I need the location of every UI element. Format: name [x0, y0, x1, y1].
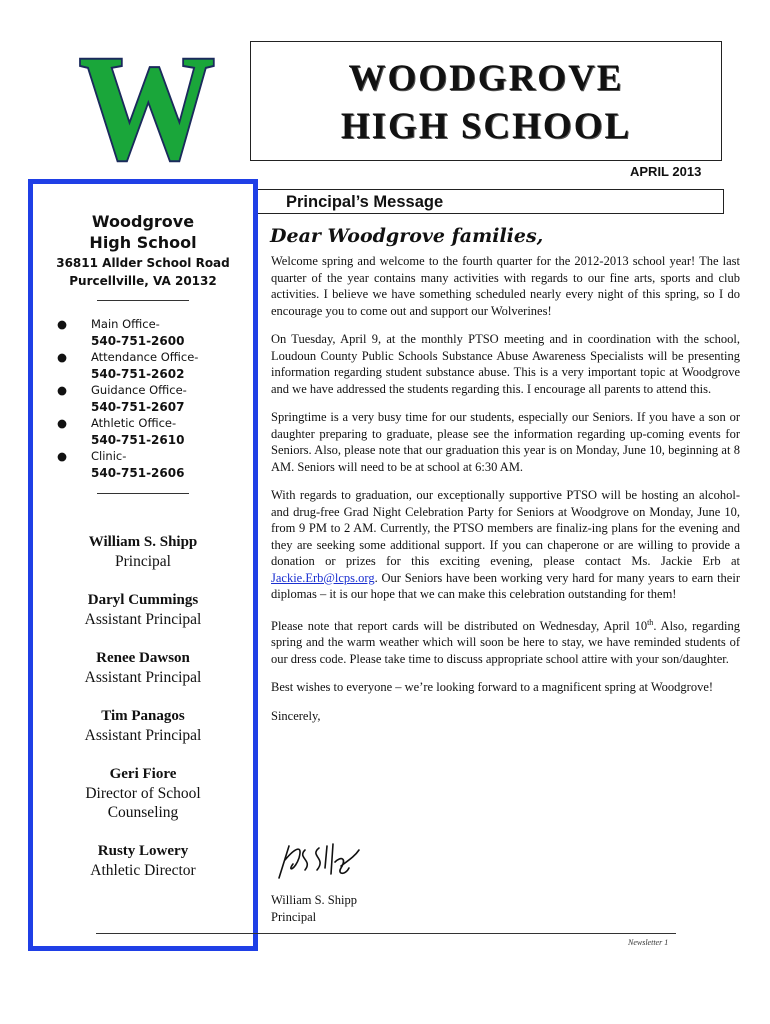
sidebar-school-name [33, 211, 253, 253]
phone-label: Main Office- [91, 317, 160, 331]
address-line-1: 36811 Allder School Road [56, 256, 230, 270]
signature-image [275, 838, 363, 882]
paragraph-text: . Also, regarding spring and the warm weather which will soon be here to stay, we have reminded students of our dress code. Please take time to discuss appropriate school attire with your son/daughter. [271, 618, 740, 666]
phone-number[interactable]: 540-751-2600 [91, 333, 185, 348]
paragraph-text: Please note that report cards will be distributed on Wednesday, April 10 [271, 618, 648, 633]
sidebar-address [33, 254, 253, 290]
phone-item [53, 316, 243, 349]
staff-member [33, 649, 253, 687]
sidebar [28, 179, 258, 951]
bullet-icon: ● [57, 350, 68, 364]
signer-title: Principal [271, 909, 317, 924]
staff-role: Athletic Director [90, 862, 196, 879]
school-name-line-1: Woodgrove [91, 212, 195, 231]
closing: Sincerely, [271, 708, 321, 723]
phone-item [53, 448, 243, 481]
footer-page-label: Newsletter 1 [628, 938, 669, 947]
paragraph: Best wishes to everyone – we’re looking forward to a magnificent spring at Woodgrove! [271, 680, 714, 695]
staff-role: Assistant Principal [84, 611, 202, 628]
newsletter-title-box [250, 41, 722, 161]
staff-list [33, 533, 253, 900]
phone-number[interactable]: 540-751-2606 [91, 465, 185, 480]
letter-body [271, 253, 740, 736]
staff-name: Tim Panagos [101, 708, 185, 724]
school-logo [76, 48, 218, 166]
staff-member [33, 765, 253, 822]
email-link[interactable]: Jackie.Erb@lcps.org [271, 570, 375, 585]
staff-name: Renee Dawson [96, 650, 190, 666]
bullet-icon: ● [57, 449, 68, 463]
phone-label: Athletic Office- [91, 416, 177, 430]
phone-label: Guidance Office- [91, 383, 187, 397]
staff-name: Geri Fiore [109, 766, 177, 782]
paragraph [271, 487, 740, 603]
section-heading-box [258, 189, 724, 214]
sidebar-divider [97, 493, 189, 494]
phone-item [53, 349, 243, 382]
staff-name: William S. Shipp [88, 534, 198, 550]
staff-member [33, 533, 253, 571]
staff-name: Rusty Lowery [97, 843, 189, 859]
paragraph: Welcome spring and welcome to the fourth quarter for the 2012-2013 school year! The last quarter of the year contains many activities with regards to our fine arts, sports and club activities. I believe we have something scheduled nearly every night of this spring, so I do encourage you to come out and support our Wolverines! [271, 254, 740, 318]
staff-role: Director of School Counseling [85, 785, 201, 821]
phone-number[interactable]: 540-751-2610 [91, 432, 185, 447]
staff-role: Principal [115, 553, 171, 570]
staff-member [33, 842, 253, 880]
title-line-1: WOODGROVE [348, 58, 624, 99]
bullet-icon: ● [57, 416, 68, 430]
logo-letter: W [79, 48, 215, 166]
phone-label: Clinic- [91, 449, 127, 463]
signer-name: William S. Shipp [271, 893, 357, 907]
section-heading: Principal’s Message [286, 193, 444, 211]
staff-name: Daryl Cummings [87, 592, 199, 608]
address-line-2: Purcellville, VA 20132 [69, 274, 217, 288]
superscript: th [647, 617, 654, 627]
paragraph [271, 615, 740, 668]
school-name-line-2: High School [89, 233, 197, 252]
staff-role: Assistant Principal [84, 727, 202, 744]
paragraph: On Tuesday, April 9, at the monthly PTSO meeting and in coordination with the school, Loudoun County Public Schools Substance Abuse Awareness Specialists will be presenting information regarding student substance abuse. This is a very important topic at Woodgrove and we have addressed the students regarding this. I encourage all parents to attend this. [271, 332, 740, 396]
phone-number[interactable]: 540-751-2602 [91, 366, 185, 381]
staff-role: Assistant Principal [84, 669, 202, 686]
issue-date: APRIL 2013 [630, 164, 702, 179]
phone-number[interactable]: 540-751-2607 [91, 399, 185, 414]
bullet-icon: ● [57, 383, 68, 397]
sidebar-divider [97, 300, 189, 301]
signer-block [271, 892, 357, 925]
paragraph-text: . Our Seniors have been working very hard for many years to earn their diplomas – it is our hope that we can make this celebration outstanding for them! [271, 570, 740, 601]
phone-item [53, 382, 243, 415]
paragraph: Springtime is a very busy time for our students, especially our Seniors. If you have a son or daughter preparing to graduate, please see the information regarding up-coming events for Seniors. Also, please note that our graduation this year is on Monday, June 10, beginning at 8 AM. Seniors will need to be at school at 6:30 AM. [271, 410, 740, 474]
phone-list [53, 316, 243, 481]
staff-member [33, 591, 253, 629]
phone-label: Attendance Office- [91, 350, 199, 364]
paragraph-text: With regards to graduation, our exceptionally supportive PTSO will be hosting an alcohol- and drug-free Grad Night Celebration Party for Seniors at Woodgrove on Monday, June 10, from 9 PM to 2 AM. Currently, the PTSO members are finaliz-ing plans for the evening and they are seeking some additional support. If you can chaperone or are willing to provide a donation or prizes for this exciting evening, please contact Ms. Jackie Erb at [271, 488, 740, 568]
staff-member [33, 707, 253, 745]
title-line-2: HIGH SCHOOL [340, 106, 632, 147]
letter-greeting: Dear Woodgrove families, [270, 225, 544, 247]
phone-item [53, 415, 243, 448]
footer-rule [96, 933, 676, 934]
bullet-icon: ● [57, 317, 68, 331]
